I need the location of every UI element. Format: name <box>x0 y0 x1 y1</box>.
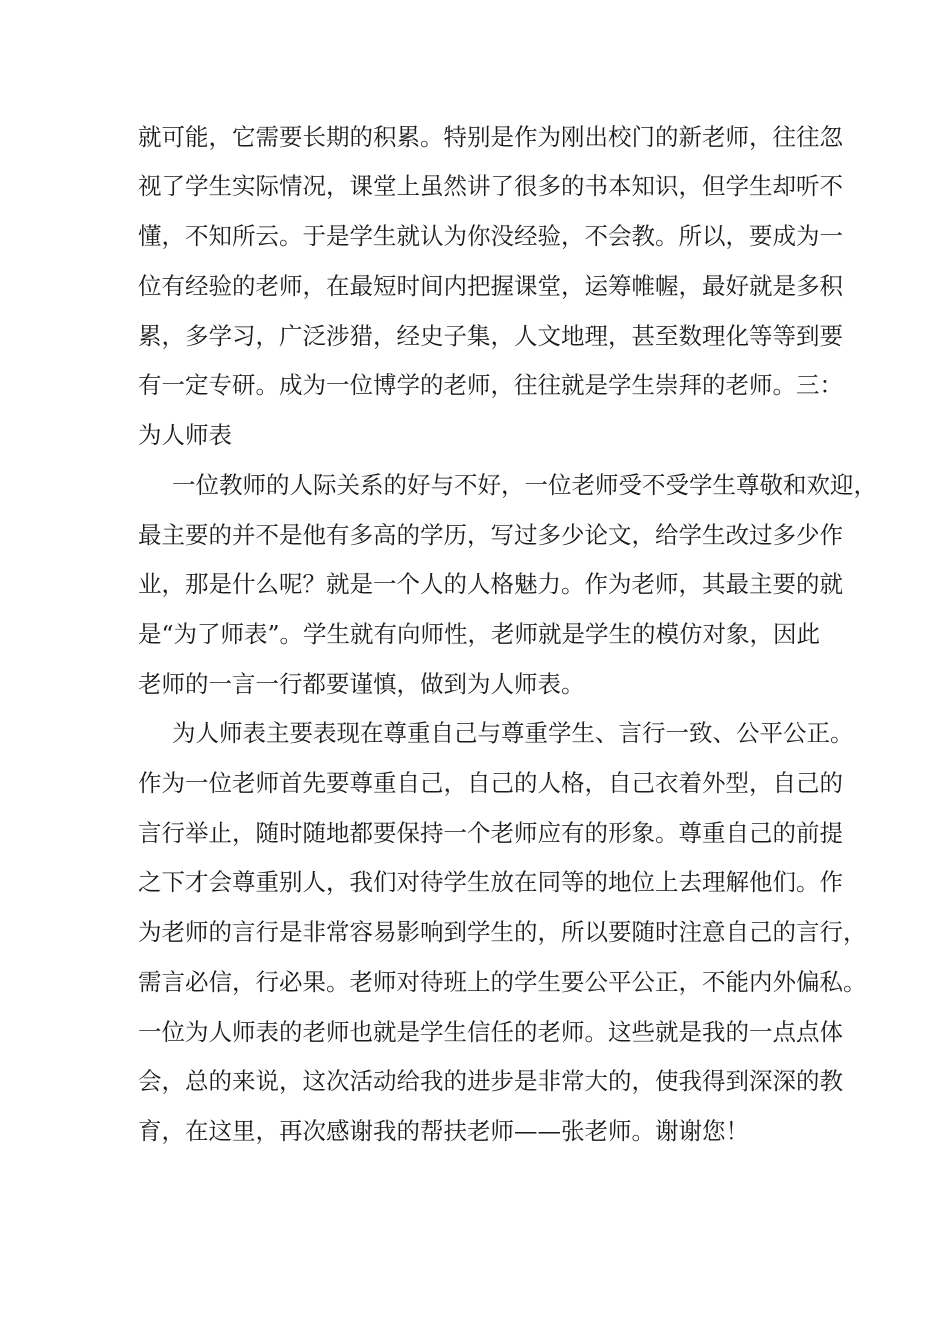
text-line: 为老师的言行是非常容易影响到学生的，所以要随时注意自己的言行， <box>138 918 867 946</box>
text-line: 累，多学习，广泛涉猎，经史子集，人文地理，甚至数理化等等到要 <box>138 322 843 350</box>
text-line: 有一定专研。成为一位博学的老师，往往就是学生崇拜的老师。三： <box>138 371 843 399</box>
text-line: 就可能，它需要长期的积累。特别是作为刚出校门的新老师，往往忽 <box>138 123 843 151</box>
text-line: 位有经验的老师，在最短时间内把握课堂，运筹帷幄，最好就是多积 <box>138 272 843 300</box>
paragraph-first-line: 为人师表主要表现在尊重自己与尊重学生、言行一致、公平公正。 <box>172 719 854 747</box>
text-line: 会，总的来说，这次活动给我的进步是非常大的，使我得到深深的教 <box>138 1067 843 1095</box>
text-line: 业，那是什么呢？就是一个人的人格魅力。作为老师，其最主要的就 <box>138 570 843 598</box>
text-line: 之下才会尊重别人，我们对待学生放在同等的地位上去理解他们。作 <box>138 868 843 896</box>
text-line: 是“为了师表”。学生就有向师性，老师就是学生的模仿对象，因此 <box>138 620 821 648</box>
paragraph-first-line: 一位教师的人际关系的好与不好，一位老师受不受学生尊敬和欢迎， <box>172 471 877 499</box>
text-line: 一位为人师表的老师也就是学生信任的老师。这些就是我的一点点体 <box>138 1018 843 1046</box>
text-line: 言行举止，随时随地都要保持一个老师应有的形象。尊重自己的前提 <box>138 819 843 847</box>
text-line: 最主要的并不是他有多高的学历，写过多少论文，给学生改过多少作 <box>138 521 843 549</box>
text-line: 懂，不知所云。于是学生就认为你没经验，不会教。所以，要成为一 <box>138 222 843 250</box>
text-line: 视了学生实际情况，课堂上虽然讲了很多的书本知识，但学生却听不 <box>138 172 843 200</box>
text-line: 老师的一言一行都要谨慎，做到为人师表。 <box>138 670 585 698</box>
text-line: 需言必信，行必果。老师对待班上的学生要公平公正，不能内外偏私。 <box>138 968 867 996</box>
section-heading: 为人师表 <box>138 421 232 449</box>
text-line: 育，在这里，再次感谢我的帮扶老师——张老师。谢谢您！ <box>138 1117 749 1145</box>
text-line: 作为一位老师首先要尊重自己，自己的人格，自己衣着外型，自己的 <box>138 769 843 797</box>
